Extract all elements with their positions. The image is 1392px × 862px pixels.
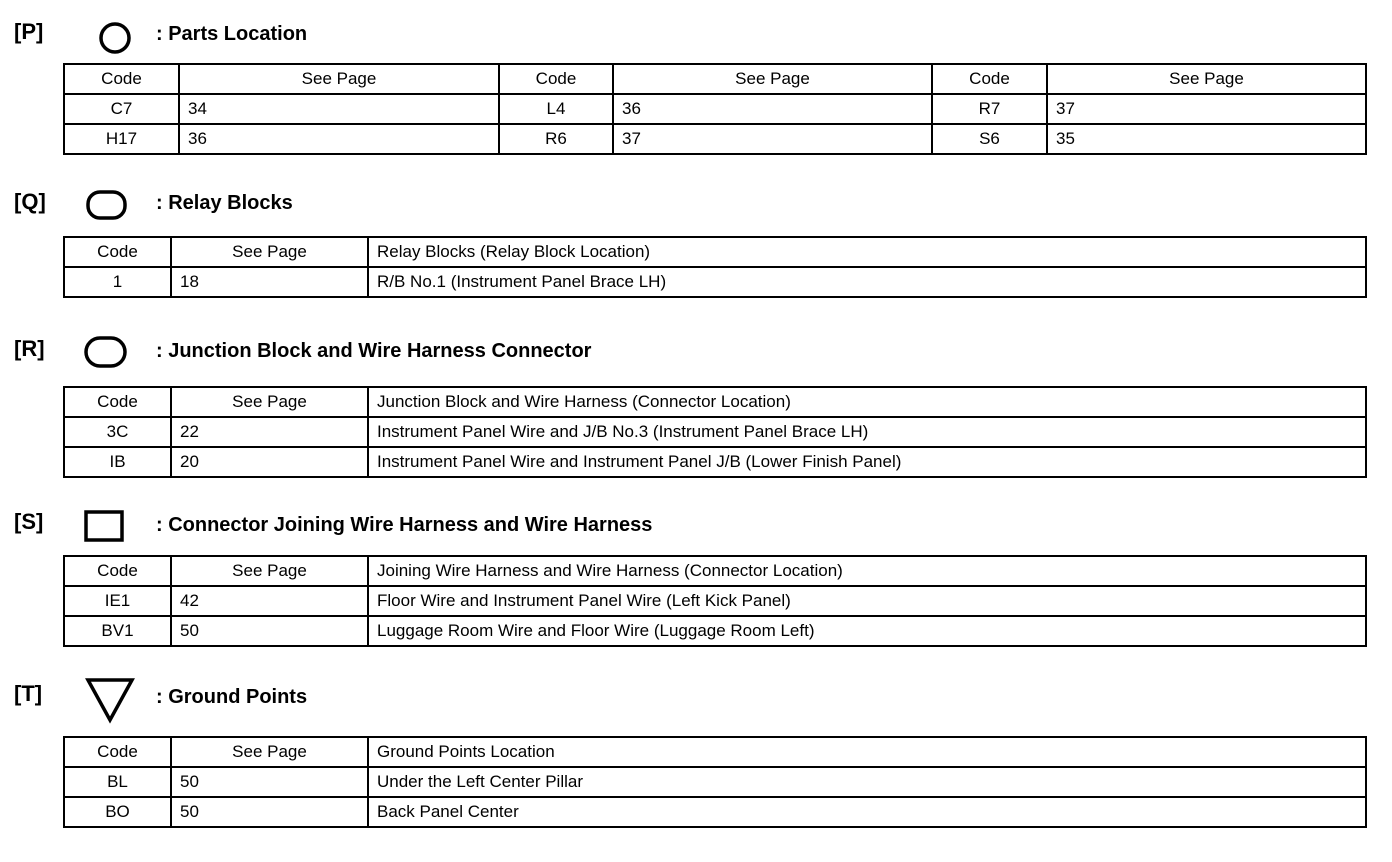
page-cell: 20 — [171, 447, 368, 477]
page-cell: 34 — [179, 94, 499, 124]
triangle-down-icon — [84, 676, 136, 726]
page-cell: 18 — [171, 267, 368, 297]
header-cell: Junction Block and Wire Harness (Connector Location) — [368, 387, 1366, 417]
section-tag: [P] — [14, 19, 44, 44]
header-cell: Code — [499, 64, 613, 94]
code-cell: 3C — [64, 417, 171, 447]
section-tag: [R] — [14, 336, 45, 361]
page-cell: 50 — [171, 616, 368, 646]
table-row — [64, 586, 1366, 616]
location-cell: Luggage Room Wire and Floor Wire (Luggage Room Left) — [368, 616, 1366, 646]
table-header-row — [64, 387, 1366, 417]
header-cell: See Page — [171, 737, 368, 767]
location-cell: Back Panel Center — [368, 797, 1366, 827]
code-cell: IB — [64, 447, 171, 477]
section-title: : Relay Blocks — [156, 192, 293, 214]
parts-location-table — [63, 63, 1367, 155]
code-cell: BL — [64, 767, 171, 797]
code-cell: BO — [64, 797, 171, 827]
code-cell: IE1 — [64, 586, 171, 616]
location-cell: Instrument Panel Wire and J/B No.3 (Instrument Panel Brace LH) — [368, 417, 1366, 447]
location-cell: Instrument Panel Wire and Instrument Panel J/B (Lower Finish Panel) — [368, 447, 1366, 477]
section-title: : Ground Points — [156, 686, 308, 708]
header-cell: Ground Points Location — [368, 737, 1366, 767]
page-cell: 22 — [171, 417, 368, 447]
table-header-row — [64, 237, 1366, 267]
page-cell: 36 — [613, 94, 932, 124]
location-cell: Floor Wire and Instrument Panel Wire (Left Kick Panel) — [368, 586, 1366, 616]
header-cell: Code — [64, 737, 171, 767]
code-cell: H17 — [64, 124, 179, 154]
page-cell: 35 — [1047, 124, 1366, 154]
relay-blocks-table — [63, 236, 1367, 298]
page-cell: 42 — [171, 586, 368, 616]
code-cell: C7 — [64, 94, 179, 124]
code-cell: L4 — [499, 94, 613, 124]
code-cell: R6 — [499, 124, 613, 154]
header-cell: Code — [64, 64, 179, 94]
header-cell: Code — [64, 387, 171, 417]
header-cell: See Page — [179, 64, 499, 94]
table-row — [64, 616, 1366, 646]
header-cell: See Page — [171, 556, 368, 586]
oval-icon — [82, 333, 130, 371]
page-cell: 37 — [1047, 94, 1366, 124]
table-header-row — [64, 64, 1366, 94]
code-cell: BV1 — [64, 616, 171, 646]
header-cell: See Page — [171, 237, 368, 267]
section-title: : Connector Joining Wire Harness and Wire Harness — [156, 514, 653, 536]
table-row — [64, 94, 1366, 124]
location-cell: R/B No.1 (Instrument Panel Brace LH) — [368, 267, 1366, 297]
ground-points-table — [63, 736, 1367, 828]
code-cell: R7 — [932, 94, 1047, 124]
section-title: : Junction Block and Wire Harness Connector — [156, 340, 592, 362]
table-row — [64, 417, 1366, 447]
header-cell: See Page — [1047, 64, 1366, 94]
header-cell: Code — [932, 64, 1047, 94]
table-row — [64, 767, 1366, 797]
section-title: : Parts Location — [156, 23, 308, 45]
page-cell: 36 — [179, 124, 499, 154]
section-tag: [T] — [14, 681, 43, 706]
square-icon — [82, 507, 128, 547]
location-cell: Under the Left Center Pillar — [368, 767, 1366, 797]
header-cell: See Page — [613, 64, 932, 94]
connector-joining-table — [63, 555, 1367, 647]
section-tag: [S] — [14, 509, 44, 534]
junction-block-table — [63, 386, 1367, 478]
table-row — [64, 447, 1366, 477]
page-cell: 50 — [171, 797, 368, 827]
header-cell: Code — [64, 556, 171, 586]
header-cell: See Page — [171, 387, 368, 417]
header-cell: Relay Blocks (Relay Block Location) — [368, 237, 1366, 267]
header-cell: Joining Wire Harness and Wire Harness (Connector Location) — [368, 556, 1366, 586]
rounded-rect-icon — [84, 187, 130, 223]
code-cell: S6 — [932, 124, 1047, 154]
table-row — [64, 267, 1366, 297]
page-cell: 50 — [171, 767, 368, 797]
table-header-row — [64, 556, 1366, 586]
table-row — [64, 124, 1366, 154]
table-row — [64, 797, 1366, 827]
header-cell: Code — [64, 237, 171, 267]
page-cell: 37 — [613, 124, 932, 154]
table-header-row — [64, 737, 1366, 767]
circle-icon — [96, 18, 136, 58]
section-tag: [Q] — [14, 189, 46, 214]
code-cell: 1 — [64, 267, 171, 297]
